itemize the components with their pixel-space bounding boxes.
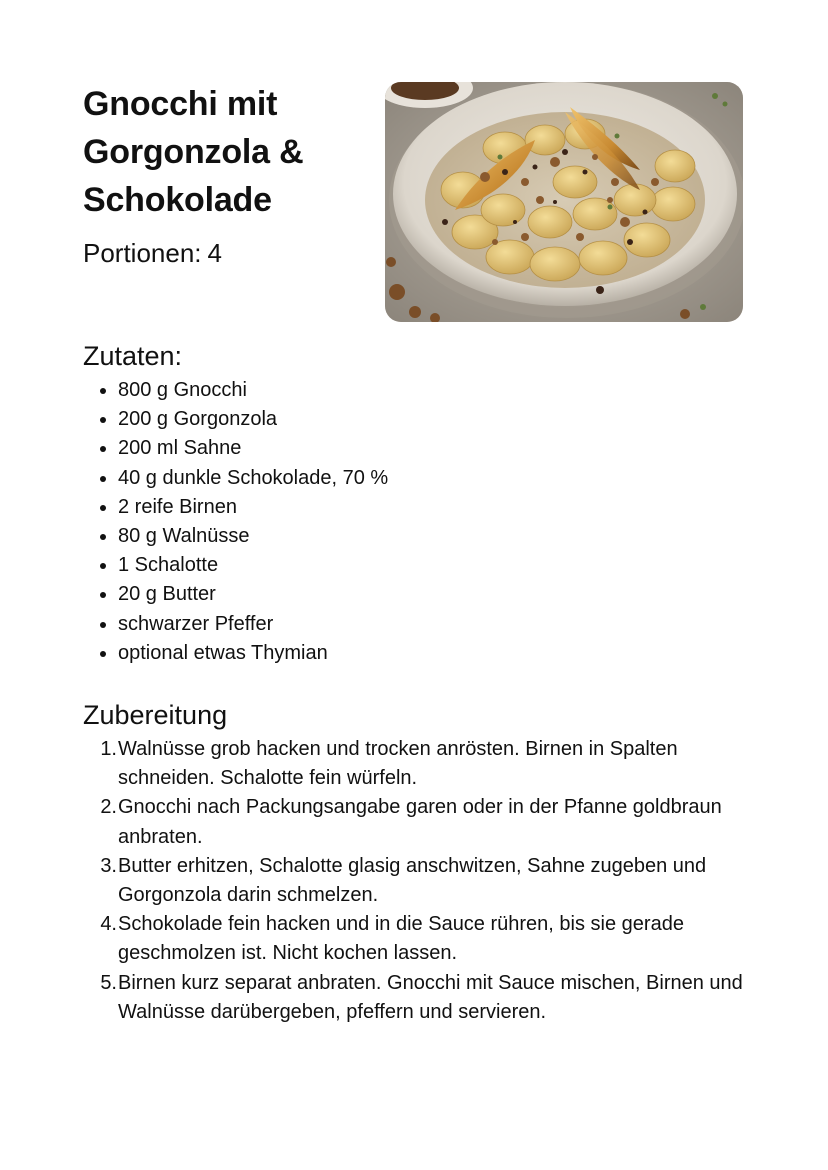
step-item [83,910,753,968]
step-text: Schokolade fein hacken und in die Sauce rühren, bis sie gerade geschmolzen ist. Nicht kochen lassen. [118,913,684,965]
ingredient-item: 200 ml Sahne [83,434,683,463]
step-text: Gnocchi nach Packungsangabe garen oder in der Pfanne goldbraun anbraten. [118,796,722,848]
step-text: Walnüsse grob hacken und trocken anrösten. Birnen in Spalten schneiden. Schalotte fein würfeln. [118,738,678,790]
ingredient-item: 800 g Gnocchi [83,376,683,405]
ingredient-item: 2 reife Birnen [83,493,683,522]
step-item [83,793,753,851]
step-text: Butter erhitzen, Schalotte glasig anschwitzen, Sahne zugeben und Gorgonzola darin schmelzen. [118,854,707,907]
step-item [83,969,753,1027]
ingredient-item: optional etwas Thymian [83,639,683,668]
step-number: 1. [100,738,117,760]
preparation-steps [83,735,753,1027]
ingredient-item: schwarzer Pfeffer [83,610,683,639]
preparation-heading: Zubereitung [83,700,228,730]
ingredients-list [83,376,683,668]
ingredient-item: 20 g Butter [83,580,683,609]
step-item [83,735,753,793]
servings-label: Portionen: [83,238,202,268]
servings-value: 4 [207,238,222,268]
ingredient-item: 1 Schalotte [83,551,683,580]
servings [83,234,222,272]
step-item [83,852,753,910]
ingredient-item: 200 g Gorgonzola [83,405,683,434]
ingredient-item: 40 g dunkle Schokolade, 70 % [83,464,683,493]
recipe-title: Gnocchi mit Gorgonzola & Schokolade [83,85,304,219]
step-number: 2. [100,796,117,819]
step-number: 4. [100,913,117,936]
dish-photo [385,82,743,322]
step-number: 3. [100,854,117,877]
ingredients-heading: Zutaten: [83,341,183,371]
ingredient-item: 80 g Walnüsse [83,522,683,551]
step-number: 5. [100,971,117,994]
step-text: Birnen kurz separat anbraten. Gnocchi mit Sauce mischen, Birnen und Walnüsse darübergeben, pfeffern und servieren. [118,971,743,1023]
